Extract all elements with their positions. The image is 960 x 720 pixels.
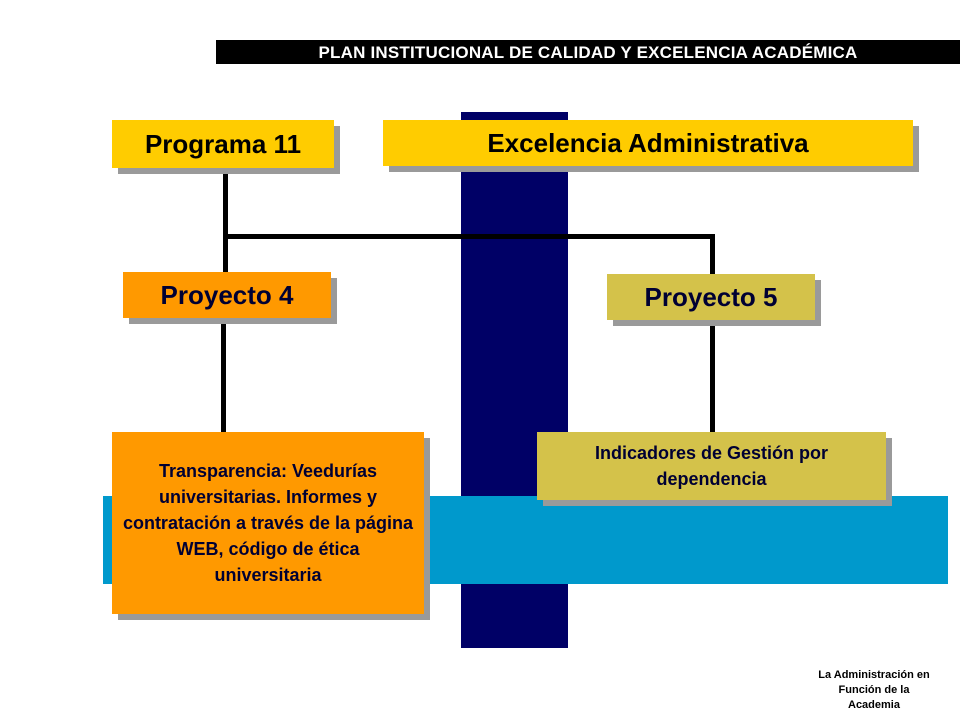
project-4-description-box: Transparencia: Veedurías universitarias. Informes y contratación a través de la página WEB, código de ética universitaria <box>112 432 424 614</box>
connector-program-down <box>223 168 228 276</box>
connector-horizontal <box>223 234 715 239</box>
connector-project4-detail <box>221 318 226 434</box>
connector-project5-down <box>710 234 715 278</box>
project-5-label-box: Proyecto 5 <box>607 274 815 320</box>
program-label-box: Programa 11 <box>112 120 334 168</box>
connector-project5-detail <box>710 320 715 434</box>
project-5-description-box: Indicadores de Gestión por dependencia <box>537 432 886 500</box>
header-title: PLAN INSTITUCIONAL DE CALIDAD Y EXCELENCIA ACADÉMICA <box>216 40 960 64</box>
program-name-box: Excelencia Administrativa <box>383 120 913 166</box>
project-4-label-box: Proyecto 4 <box>123 272 331 318</box>
footer-note: La Administración en Función de la Academia <box>818 669 930 711</box>
